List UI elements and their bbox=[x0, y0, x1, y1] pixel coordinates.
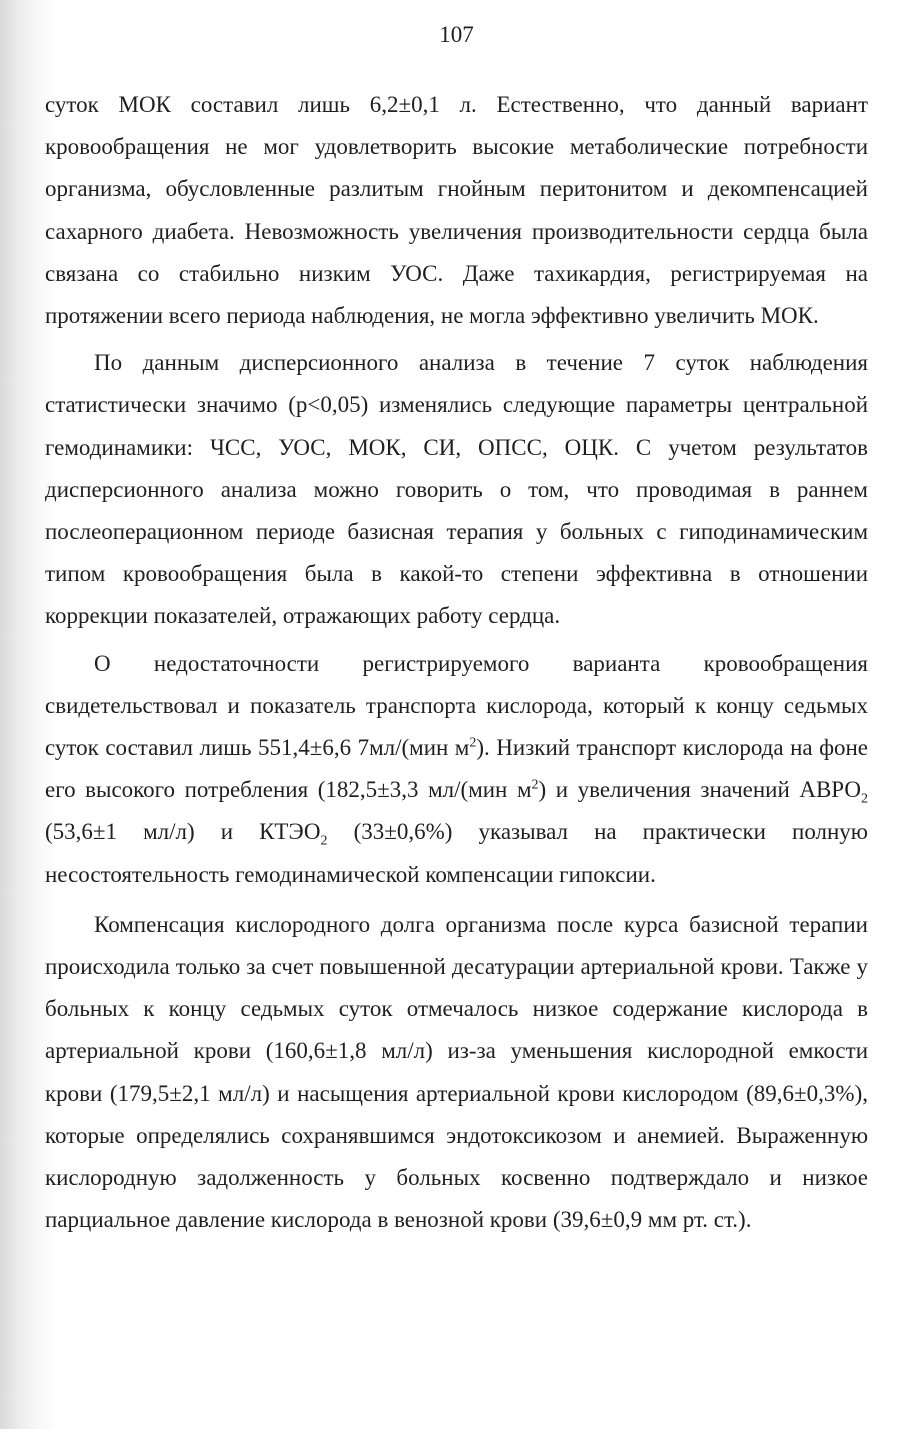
superscript: 2 bbox=[469, 735, 477, 751]
subscript: 2 bbox=[320, 834, 328, 850]
paragraph-2 bbox=[45, 342, 868, 637]
paragraph-text: ) и увеличения значений АВРО bbox=[538, 777, 861, 803]
paragraph-text: (53,6±1 мл/л) и КТЭО bbox=[45, 819, 321, 845]
paragraph-text: О недостаточности регистрируемого варианта кровообращения свидетельствовал и показатель транспорта кислорода, который к концу седьмых суток составил лишь 551,4±6,6 7мл/(мин м bbox=[45, 650, 868, 761]
paragraph-text: суток МОК составил лишь 6,2±0,1 л. Естественно, что данный вариант кровообращения не мог удовлетворить высокие метаболические потребности организма, обусловленные разлитым гнойным перитонитом и декомпенсацией сахарного диабета. Невозможность увеличения производительности сердца была связана со стабильно низким УОС. Даже тахикардия, регистрируемая на протяжении всего периода наблюдения, не могла эффективно увеличить МОК. bbox=[45, 92, 868, 329]
paragraph-3 bbox=[45, 643, 868, 896]
subscript: 2 bbox=[861, 791, 868, 807]
superscript: 2 bbox=[531, 777, 539, 793]
text-body bbox=[45, 84, 868, 1241]
paragraph-text: ). Низкий транспорт кислорода на фоне его высокого потребления (182,5±3,3 мл/(мин м bbox=[45, 735, 868, 803]
paragraph-1 bbox=[45, 84, 868, 337]
paragraph-4 bbox=[45, 904, 868, 1242]
paragraph-text: Компенсация кислородного долга организма после курса базисной терапии происходила только за счет повышенной десатурации артериальной крови. Также у больных к концу седьмых суток отмечалось низкое содержание кислорода в артериальной крови (160,6±1,8 мл/л) из-за уменьшения кислородной емкости крови (179,5±2,1 мл/л) и насыщения артериальной крови кислородом (89,6±0,3%), которые определялись сохранявшимся эндотоксикозом и анемией. Выраженную кислородную задолженность у больных косвенно подтверждало и низкое парциальное давление кислорода в венозной крови (39,6±0,9 мм рт. ст.). bbox=[45, 911, 868, 1233]
page-number: 107 bbox=[439, 22, 474, 47]
paragraph-text: По данным дисперсионного анализа в течение 7 суток наблюдения статистически значимо (p<0,05) изменялись следующие параметры центральной гемодинамики: ЧСС, УОС, МОК, СИ, ОПСС, ОЦК. С учетом результатов дисперсионного анализа можно говорить о том, что проводимая в раннем послеоперационном периоде базисная терапия у больных с гиподинамическим типом кровообращения была в какой-то степени эффективна в отношении коррекции показателей, отражающих работу сердца. bbox=[45, 350, 868, 629]
paragraph-text: (33±0,6%) указывал на практически полную несостоятельность гемодинамической компенсации гипоксии. bbox=[45, 819, 868, 887]
